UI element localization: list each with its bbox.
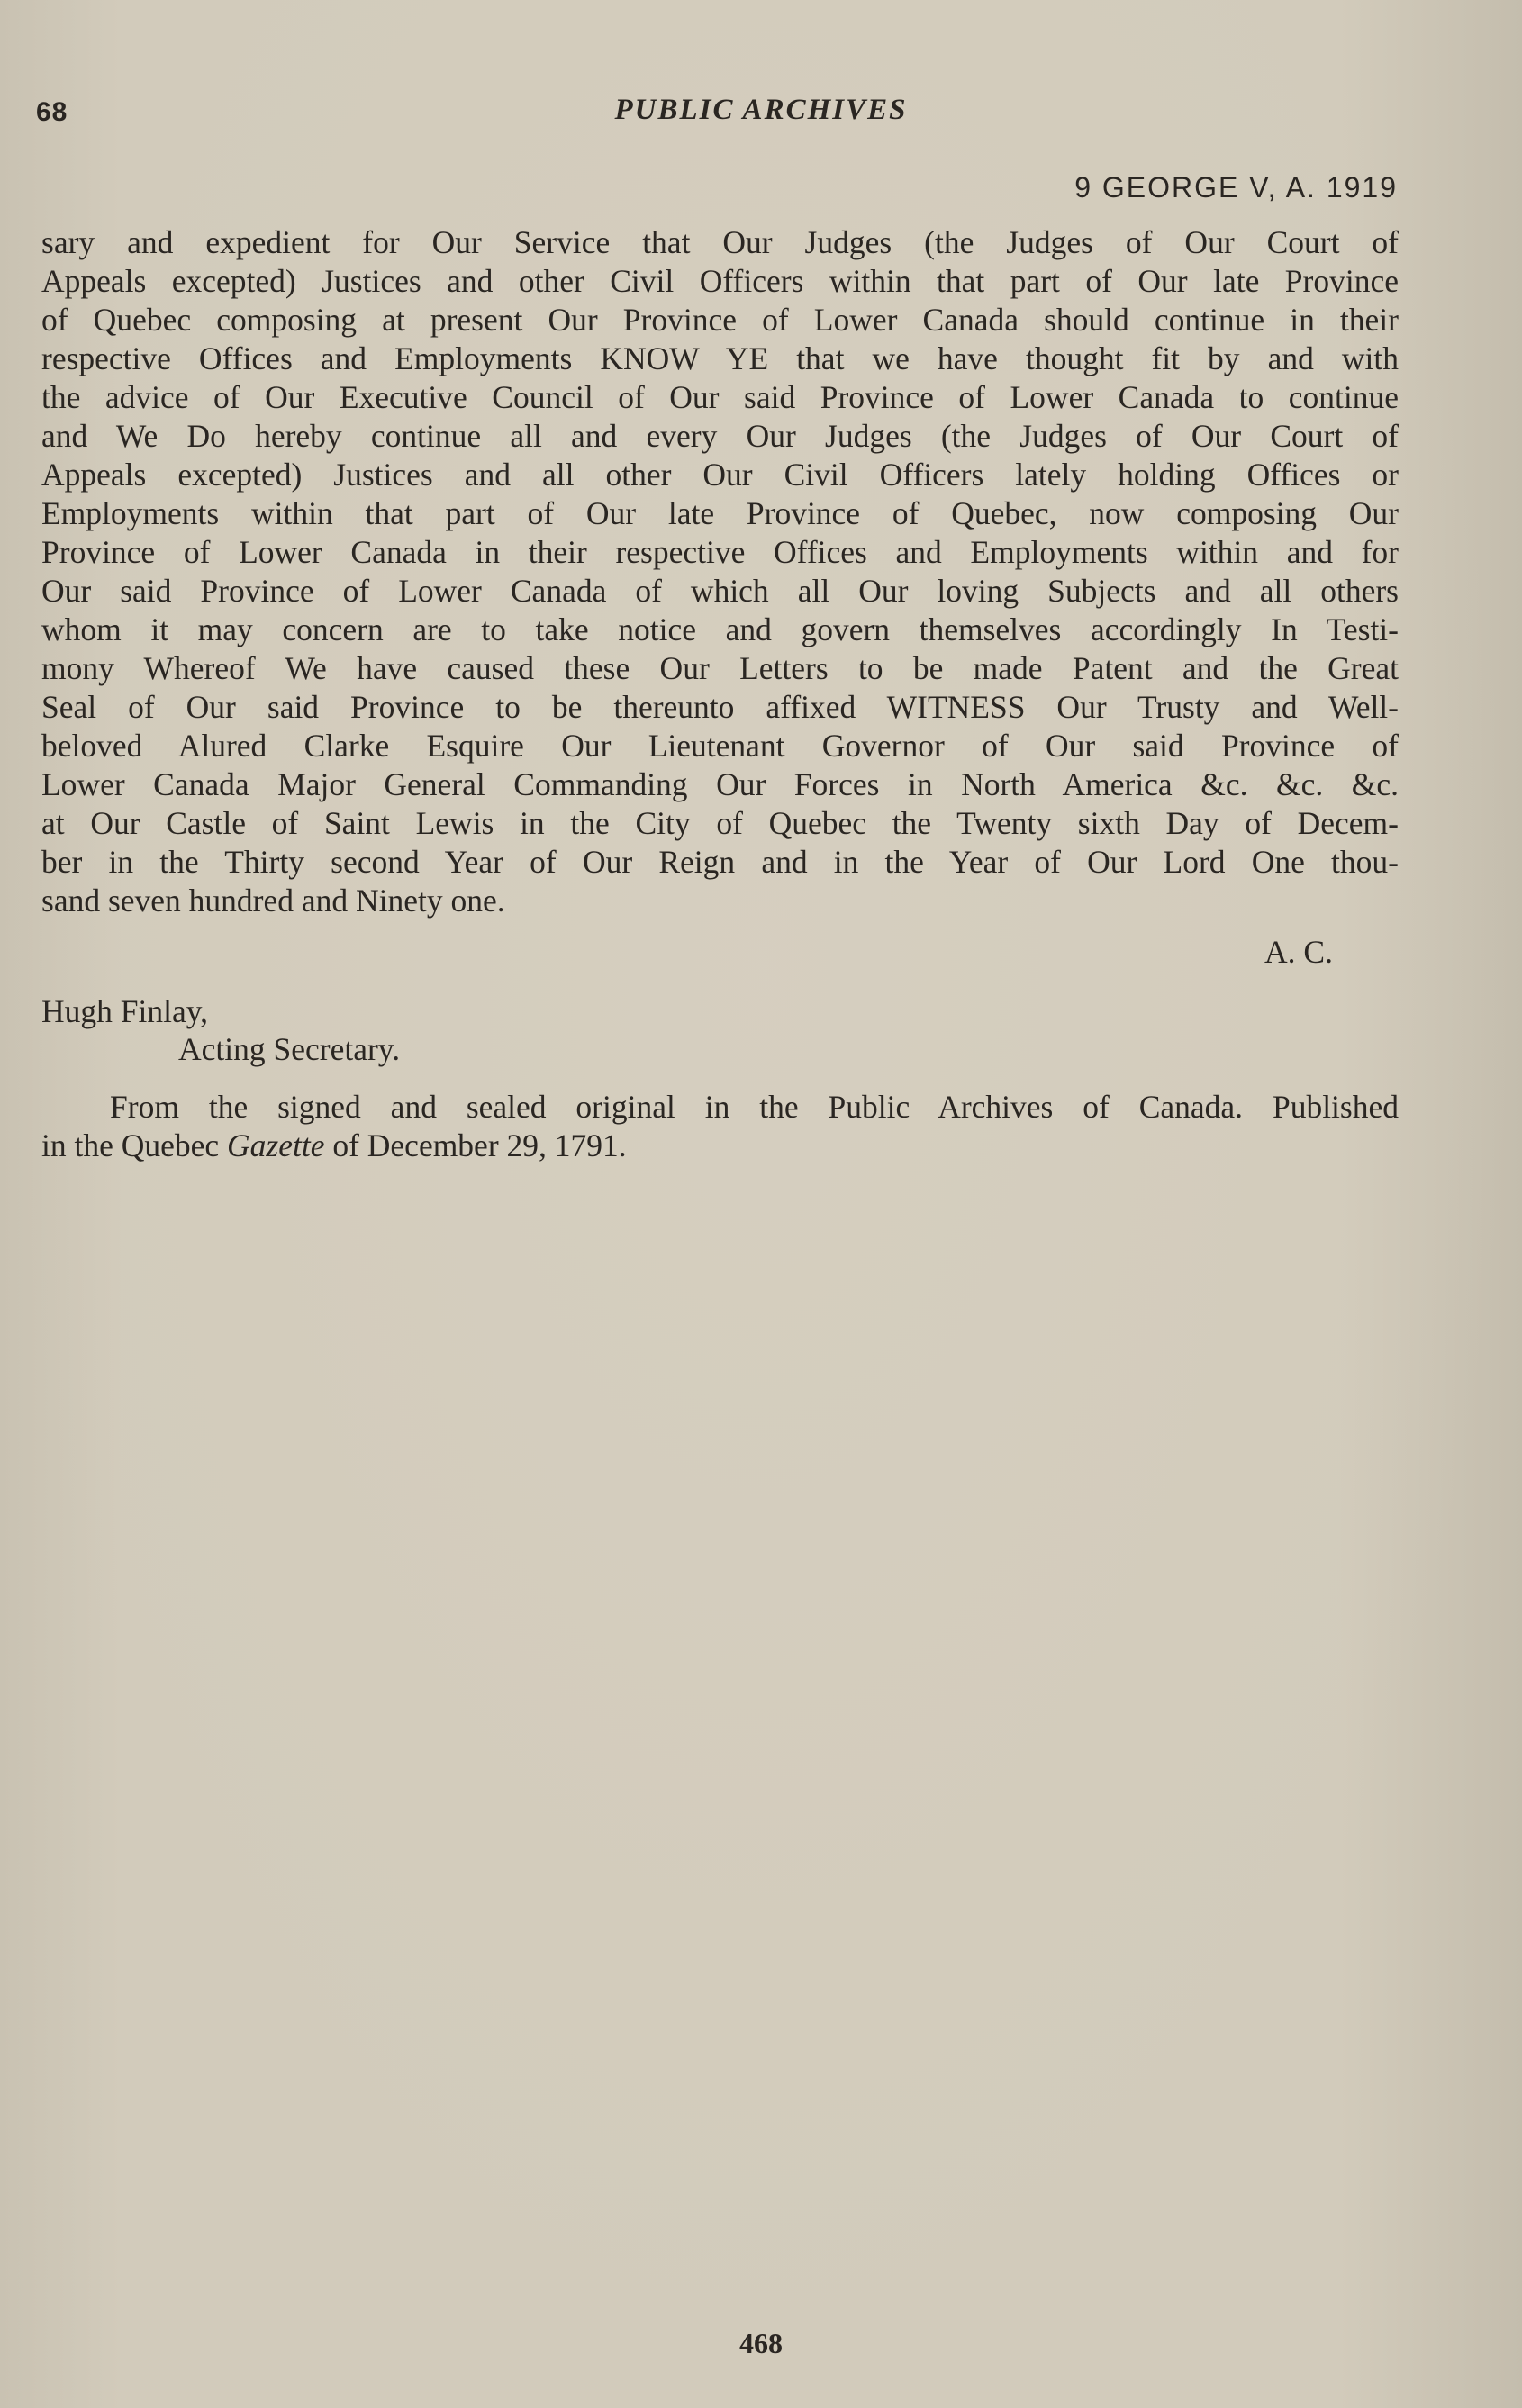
footer-page-number: 468 [739, 2327, 783, 2359]
signer-name: Hugh Finlay, [41, 993, 209, 1029]
text-line: Appeals excepted) Justices and all other Our Civil Officers lately holding Offices or [41, 457, 1399, 493]
text-line: beloved Alured Clarke Esquire Our Lieutenant Governor of Our said Province of [41, 728, 1399, 764]
text-line: ber in the Thirty second Year of Our Reign and in the Year of Our Lord One thou- [41, 844, 1399, 880]
text-line: sand seven hundred and Ninety one. [41, 883, 505, 919]
proclamation-text [41, 223, 1399, 920]
text-line: respective Offices and Employments KNOW YE that we have thought fit by and with [41, 340, 1399, 376]
text-line: Seal of Our said Province to be thereunto affixed WITNESS Our Trusty and Well- [41, 689, 1399, 725]
text-line: mony Whereof We have caused these Our Letters to be made Patent and the Great [41, 650, 1399, 686]
text-line: of Quebec composing at present Our Province of Lower Canada should continue in their [41, 302, 1399, 338]
session-reference: 9 GEORGE V, A. 1919 [1074, 171, 1398, 204]
text-line: and We Do hereby continue all and every Our Judges (the Judges of Our Court of [41, 418, 1399, 454]
text-line: the advice of Our Executive Council of Our said Province of Lower Canada to continue [41, 379, 1399, 415]
text-line: Province of Lower Canada in their respective Offices and Employments within and for [41, 534, 1399, 570]
signer-role: Acting Secretary. [178, 1031, 401, 1067]
text-line: whom it may concern are to take notice and govern themselves accordingly In Testi- [41, 611, 1399, 647]
initials: A. C. [1264, 934, 1333, 970]
header-page-number: 68 [36, 97, 68, 127]
source-note-line-2 [41, 1127, 1399, 1165]
source-note-line-1: From the signed and sealed original in the Public Archives of Canada. Published [110, 1089, 1399, 1125]
text-line: Appeals excepted) Justices and other Civil Officers within that part of Our late Province [41, 263, 1399, 299]
gazette-title: Gazette [227, 1127, 325, 1163]
source-note-prefix: in the Quebec [41, 1127, 228, 1163]
running-header-title: PUBLIC ARCHIVES [614, 94, 908, 126]
text-line: Employments within that part of Our late Province of Quebec, now composing Our [41, 495, 1399, 531]
source-note [41, 1088, 1399, 1165]
text-line: Our said Province of Lower Canada of which all Our loving Subjects and all others [41, 573, 1399, 609]
text-line: Lower Canada Major General Commanding Our Forces in North America &c. &c. &c. [41, 766, 1399, 802]
source-note-suffix: of December 29, 1791. [324, 1127, 627, 1163]
text-line: at Our Castle of Saint Lewis in the City of Quebec the Twenty sixth Day of Decem- [41, 805, 1399, 841]
text-line: sary and expedient for Our Service that Our Judges (the Judges of Our Court of [41, 224, 1399, 260]
